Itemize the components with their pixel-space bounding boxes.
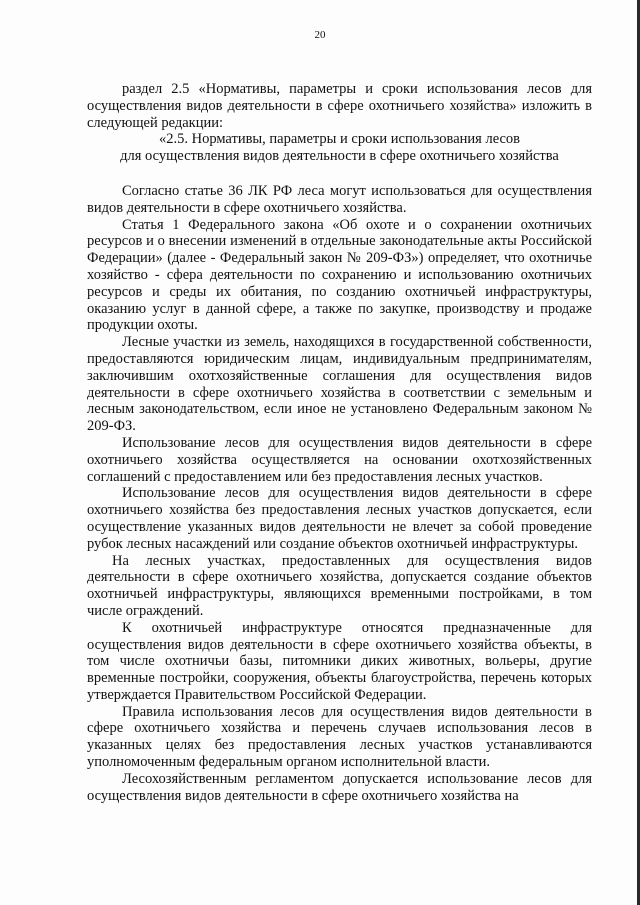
- body-paragraph-5: Использование лесов для осуществления видов деятельности в сфере охотничьего хозяйства без предоставления лесных участков допускается, если осуществление указанных видов деятельности не влечет за собой проведение рубок лесных насаждений или создание объектов охотничьей инфраструктуры.: [87, 485, 592, 552]
- page-number: 20: [314, 29, 326, 41]
- body-paragraph-4: Использование лесов для осуществления видов деятельности в сфере охотничьего хозяйства осуществляется на основании охотхозяйственных соглашений с предоставлением или без предоставления лесных участков.: [87, 434, 592, 485]
- page-content: [87, 81, 592, 804]
- body-paragraph-6: На лесных участках, предоставленных для осуществления видов деятельности в сфере охотничьего хозяйства, допускается создание объектов охотничьей инфраструктуры, являющихся временными постройками, в том числе ограждений.: [87, 552, 592, 619]
- body-paragraph-3: Лесные участки из земель, находящихся в государственной собственности, предоставляются юридическим лицам, индивидуальным предпринимателям, заключившим охотхозяйственные соглашения для осуществления видов деятельности в сфере охотничьего хозяйства в соответствии с земельным и лесным законодательством, если иное не установлено Федеральным законом № 209-ФЗ.: [87, 334, 592, 435]
- body-paragraph-1: Согласно статье 36 ЛК РФ леса могут использоваться для осуществления видов деятельности в сфере охотничьего хозяйства.: [87, 182, 592, 216]
- intro-paragraph: раздел 2.5 «Нормативы, параметры и сроки использования лесов для осуществления видов деятельности в сфере охотничьего хозяйства» изложить в следующей редакции:: [87, 81, 592, 131]
- body-paragraph-7: К охотничьей инфраструктуре относятся предназначенные для осуществления видов деятельности в сфере охотничьего хозяйства объекты, в том числе охотничьи базы, питомники диких животных, вольеры, другие временные постройки, сооружения, объекты благоустройства, перечень которых утверждается Правительством Российской Федерации.: [87, 619, 592, 703]
- body-paragraph-2: Статья 1 Федерального закона «Об охоте и о сохранении охотничьих ресурсов и о внесении изменений в отдельные законодательные акты Российской Федерации» (далее - Федеральный закон № 209-ФЗ») определяет, что охотничье хозяйство - сфера деятельности по сохранению и использованию охотничьих ресурсов и среды их обитания, по созданию охотничьей инфраструктуры, оказанию услуг в данной сфере, а также по закупке, производству и продаже продукции охоты.: [87, 216, 592, 334]
- body-paragraph-8: Правила использования лесов для осуществления видов деятельности в сфере охотничьего хозяйства и перечень случаев использования лесов в указанных целях без предоставления лесных участков устанавливаются уполномоченным федеральным органом исполнительной власти.: [87, 703, 592, 771]
- section-heading-line-2: для осуществления видов деятельности в сфере охотничьего хозяйства: [120, 148, 559, 165]
- section-heading-line-1: «2.5. Нормативы, параметры и сроки использования лесов: [158, 131, 521, 148]
- body-paragraph-9: Лесохозяйственным регламентом допускается использование лесов для осуществления видов деятельности в сфере охотничьего хозяйства на: [87, 770, 592, 804]
